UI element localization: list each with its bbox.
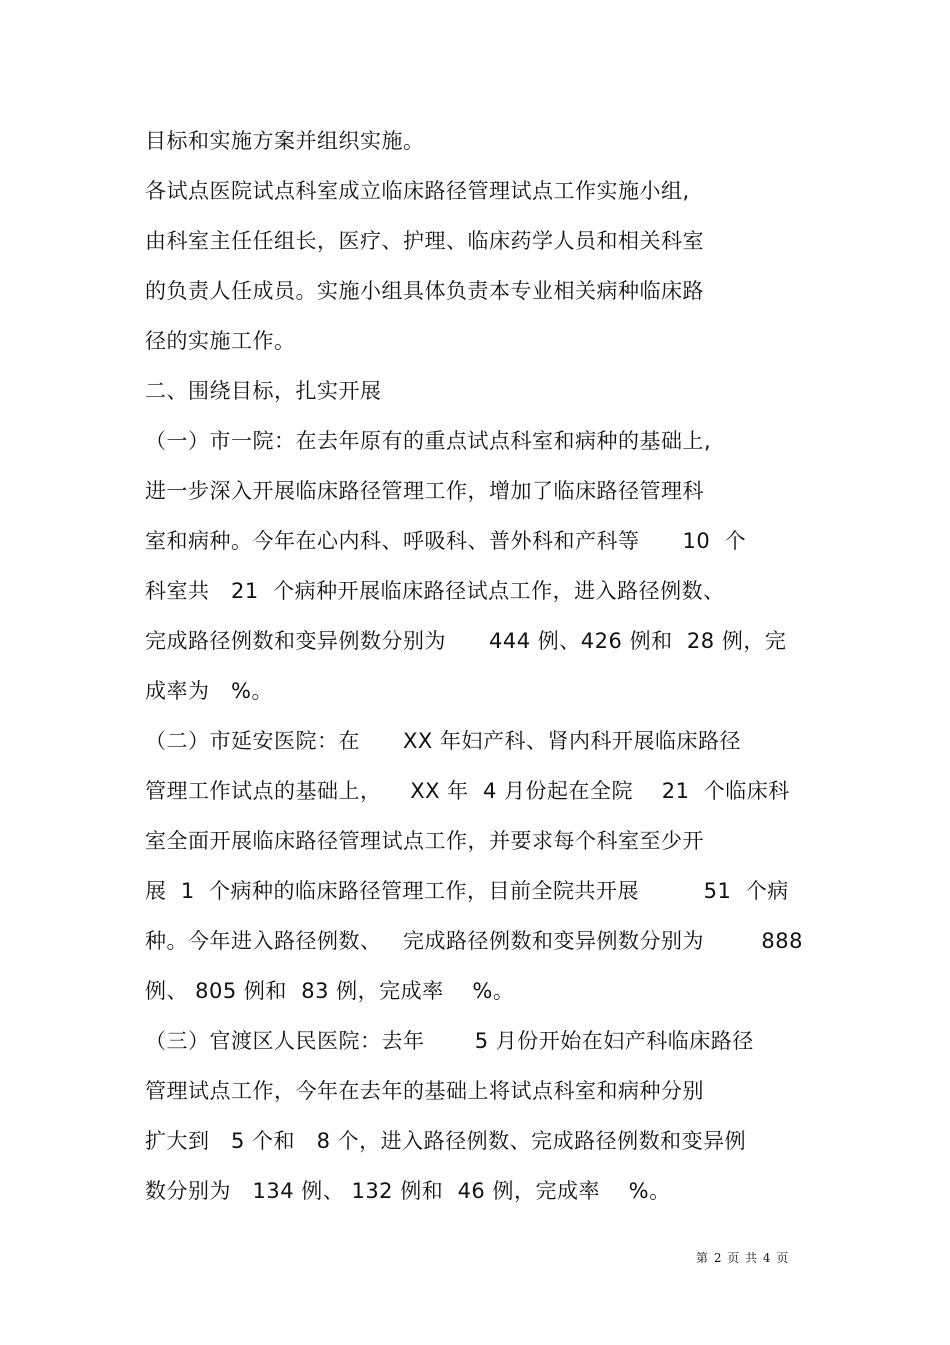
text-line: 扩大到 5 个和 8 个，进入路径例数、完成路径例数和变异例 xyxy=(145,1129,747,1153)
text-line: （一）市一院：在去年原有的重点试点科室和病种的基础上, xyxy=(145,429,712,453)
text-line: 室全面开展临床路径管理试点工作，并要求每个科室至少开 xyxy=(145,829,704,853)
text-line: 进一步深入开展临床路径管理工作，增加了临床路径管理科 xyxy=(145,479,704,503)
text-line: 的负责人任成员。实施小组具体负责本专业相关病种临床路 xyxy=(145,279,704,303)
text-line: 展 1 个病种的临床路径管理工作，目前全院共开展 51 个病 xyxy=(145,879,789,903)
text-line: 由科室主任任组长，医疗、护理、临床药学人员和相关科室 xyxy=(145,229,704,253)
text-line: （三）官渡区人民医院：去年 5 月份开始在妇产科临床路径 xyxy=(145,1029,754,1053)
text-line: 管理试点工作，今年在去年的基础上将试点科室和病种分别 xyxy=(145,1079,704,1103)
text-line: 例、 805 例和 83 例，完成率 %。 xyxy=(145,979,515,1003)
text-line: 目标和实施方案并组织实施。 xyxy=(145,129,425,153)
page-number: 第 2 页 共 4 页 xyxy=(696,1251,790,1265)
text-line: 数分别为 134 例、 132 例和 46 例，完成率 %。 xyxy=(145,1179,671,1203)
section-heading: 二、围绕目标，扎实开展 xyxy=(145,379,382,403)
text-line: 管理工作试点的基础上， XX 年 4 月份起在全院 21 个临床科 xyxy=(145,779,790,803)
text-line: 完成路径例数和变异例数分别为 444 例、426 例和 28 例，完 xyxy=(145,629,787,653)
text-line: （二）市延安医院：在 XX 年妇产科、肾内科开展临床路径 xyxy=(145,729,741,753)
text-line: 径的实施工作。 xyxy=(145,329,296,353)
text-line: 成率为 %。 xyxy=(145,679,273,703)
text-line: 室和病种。今年在心内科、呼吸科、普外科和产科等 10 个 xyxy=(145,529,747,553)
text-line: 种。今年进入路径例数、 完成路径例数和变异例数分别为 888 xyxy=(145,929,804,953)
text-line: 各试点医院试点科室成立临床路径管理试点工作实施小组, xyxy=(145,179,690,203)
text-line: 科室共 21 个病种开展临床路径试点工作，进入路径例数、 xyxy=(145,579,725,603)
